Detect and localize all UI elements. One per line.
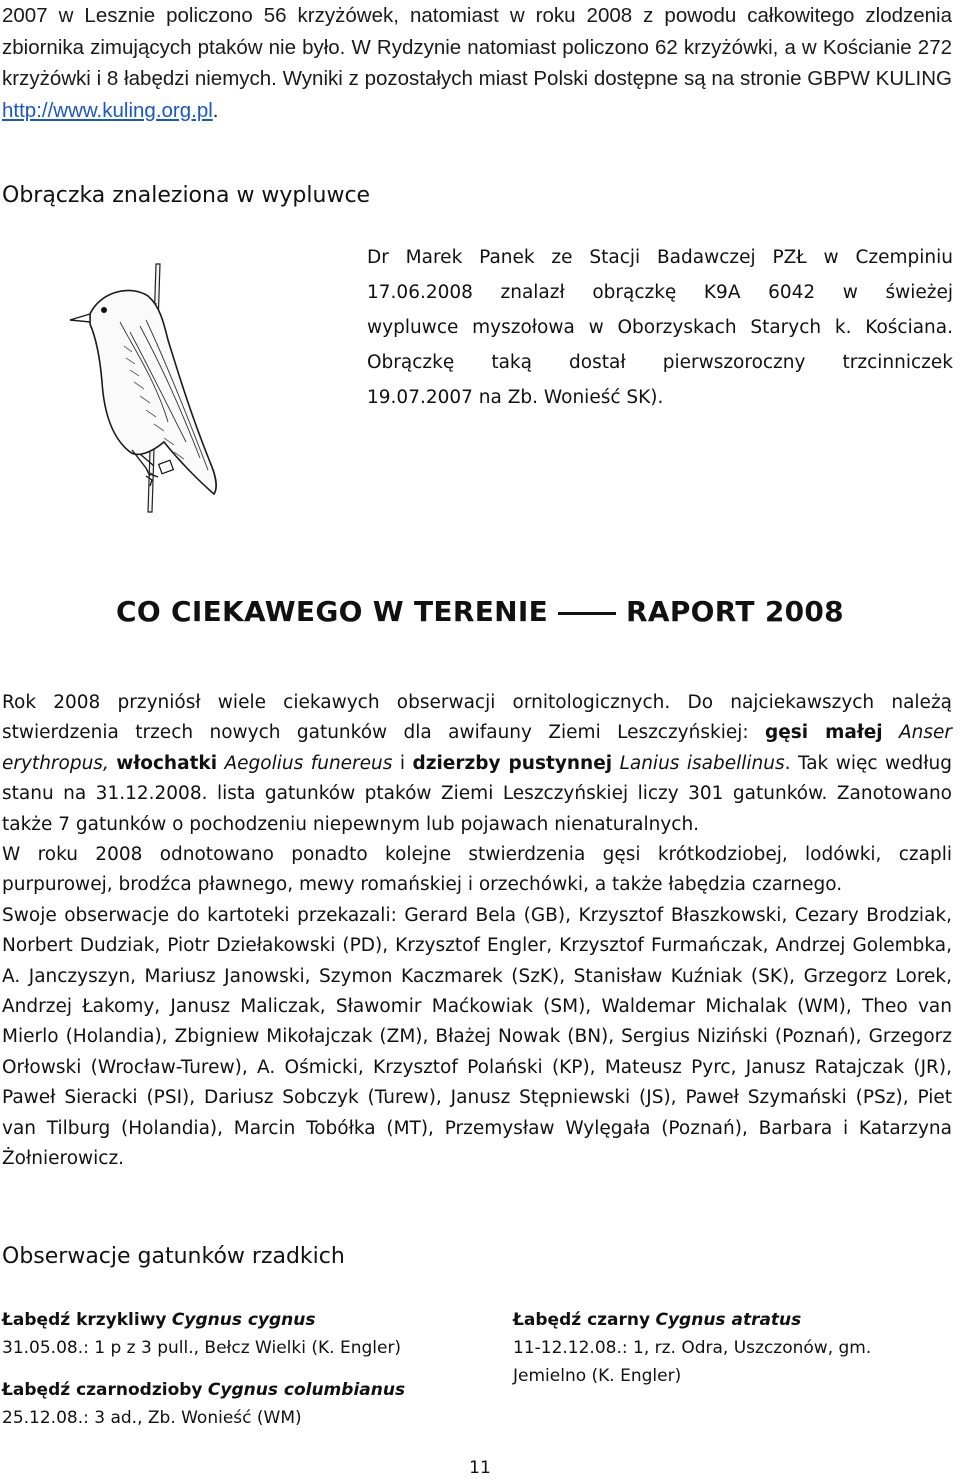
rare-left-column [2, 1306, 442, 1432]
ring-line-3: wypluwce myszołowa w Oborzyskach Starych k. Kościana. [367, 317, 953, 338]
ring-line-1: Dr Marek Panek ze Stacji Badawczej PZŁ w Czempiniu [367, 247, 953, 268]
latin-anser: Anser erythropus, [2, 722, 952, 774]
report-headline [0, 595, 960, 628]
species-anser: gęsi małej [764, 722, 883, 744]
kuling-link[interactable]: http://www.kuling.org.pl [2, 98, 213, 122]
ring-line-4: Obrączkę taką dostał pierwszoroczny trzcinniczek [367, 352, 953, 373]
ring-line-2: 17.06.2008 znalazł obrączkę K9A 6042 w świeżej [367, 282, 953, 303]
ring-section-title: Obrączka znaleziona w wypluwce [2, 183, 371, 208]
rare-right-column [513, 1306, 933, 1390]
rare-entry-heading: Łabędź krzykliwy Cygnus cygnus [2, 1310, 316, 1330]
reed-warbler-illustration [60, 262, 220, 517]
rare-section-title: Obserwacje gatunków rzadkich [2, 1244, 345, 1269]
latin-aegolius: Aegolius funereus [224, 752, 393, 774]
rare-entry-record: 25.12.08.: 3 ad., Zb. Wonieść (WM) [2, 1408, 302, 1428]
rare-entry-heading: Łabędź czarnodzioby Cygnus columbianus [2, 1380, 406, 1400]
ring-text-block [367, 240, 953, 415]
report-paragraph-3: Swoje obserwacje do kartoteki przekazali: Gerard Bela (GB), Krzysztof Błaszkowski, Cezary Brodziak, Norbert Dudziak, Piotr Dziełakowski (PD), Krzysztof Engler, Krzysztof Furmańczak, Andrzej Golembka, A. Janczyszyn, Mariusz Janowski, Szymon Kaczmarek (SzK), Stanisław Kuźniak (SK), Grzegorz Lorek, Andrzej Łakomy, Janusz Maliczak, Sławomir Maćkowiak (SM), Waldemar Michalak (WM), Theo van Mierlo (Holandia), Zbigniew Mikołajczak (ZM), Błażej Nowak (BN), Sergius Niziński (Poznań), Grzegorz Orłowski (Wrocław-Turew), A. Ośmicki, Krzysztof Polański (KP), Mateusz Pyrc, Janusz Ratajczak (JR), Paweł Sieracki (PSI), Dariusz Sobczyk (Turew), Janusz Stępniewski (JS), Paweł Szymański (PSz), Piet van Tilburg (Holandia), Marcin Tobółka (MT), Przemysław Wylęgała (Poznań), Barbara i Katarzyna Żołnierowicz. [2, 904, 952, 1170]
headline-dash [558, 612, 616, 615]
intro-paragraph [2, 0, 952, 126]
species-aegolius: włochatki [116, 752, 218, 774]
headline-right: RAPORT 2008 [626, 595, 844, 628]
rare-entry-record: Jemielno (K. Engler) [513, 1366, 682, 1386]
report-p1-start: Rok 2008 przyniósł wiele ciekawych obserwacji ornitologicznych. Do najciekawszych należą stwierdzenia trzech nowych gatunków dla awifauny Ziemi Leszczyńskiej: [2, 692, 952, 744]
intro-text: 2007 w Lesznie policzono 56 krzyżówek, natomiast w roku 2008 z powodu całkowitego zlodzenia zbiornika zimujących ptaków nie było. W Rydzynie natomiast policzono 62 krzyżówki, a w Kościanie 272 krzyżówki i 8 łabędzi niemych. Wyniki z pozostałych miast Polski dostępne są na stronie GBPW KULING [2, 4, 952, 90]
latin-lanius: Lanius isabellinus [619, 752, 785, 774]
species-lanius: dzierzby pustynnej [412, 752, 613, 774]
report-body [2, 688, 952, 1175]
ring-line-5: 19.07.2007 na Zb. Wonieść SK). [367, 387, 664, 408]
headline-left: CO CIEKAWEGO W TERENIE [116, 595, 549, 628]
rare-entry-record: 11-12.12.08.: 1, rz. Odra, Uszczonów, gm. [513, 1338, 872, 1358]
report-p1-end: . Tak więc według stanu na 31.12.2008. lista gatunków ptaków Ziemi Leszczyńskiej liczy 301 gatunków. Zanotowano także 7 gatunków o pochodzeniu niepewnym lub pojawach nienaturalnych. [2, 752, 952, 835]
rare-entry-heading: Łabędź czarny Cygnus atratus [513, 1310, 802, 1330]
report-conj: i [399, 752, 405, 774]
report-paragraph-2: W roku 2008 odnotowano ponadto kolejne stwierdzenia gęsi krótkodziobej, lodówki, czapli purpurowej, brodźca pławnego, mewy romańskiej i orzechówki, a także łabędzia czarnego. [2, 844, 952, 896]
intro-end: . [212, 98, 219, 122]
report-paragraph-1 [2, 688, 952, 840]
page-number: 11 [469, 1458, 491, 1478]
rare-entry-record: 31.05.08.: 1 p z 3 pull., Bełcz Wielki (K. Engler) [2, 1338, 402, 1358]
